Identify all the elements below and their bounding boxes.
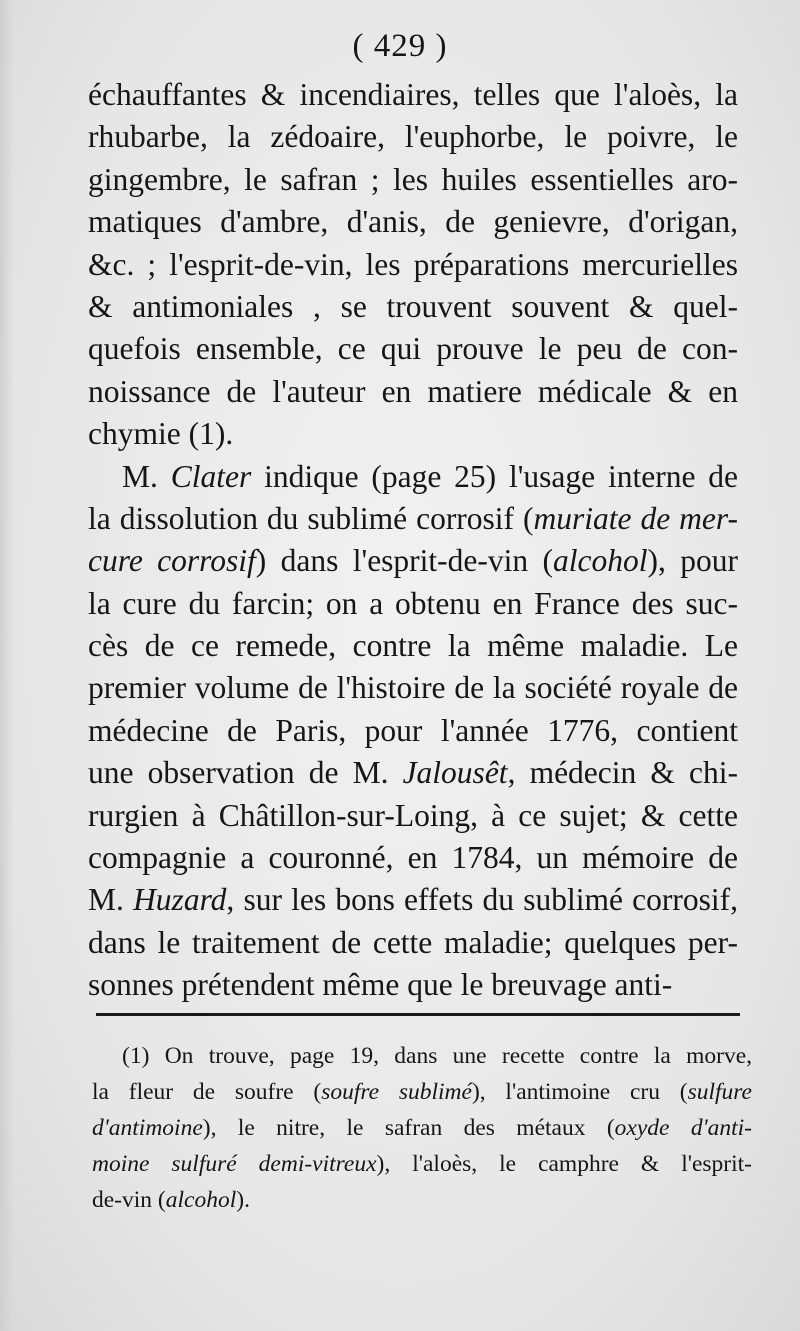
text-line-8: noissance de l'auteur en matiere médicale & en xyxy=(88,373,738,409)
text-line-6: & antimoniales , se trouvent souvent & quel- xyxy=(88,288,738,324)
footnote-line-1: (1) On trouve, page 19, dans une recette contre la morve, xyxy=(122,1043,752,1069)
text-line-12: cure corrosif) dans l'esprit-de-vin (alcohol), pour xyxy=(88,543,738,579)
text-line-20: M. Huzard, sur les bons effets du sublimé corrosif, xyxy=(88,882,738,918)
text-line-18: rurgien à Châtillon-sur-Loing, à ce sujet; & cette xyxy=(88,797,738,833)
text-line-9: chymie (1). xyxy=(88,416,234,452)
text-line-1: échauffantes & incendiaires, telles que l'aloès, la xyxy=(88,77,738,112)
text-line-13: la cure du farcin; on a obtenu en France des suc- xyxy=(88,585,738,621)
text-line-5: &c. ; l'esprit-de-vin, les préparations mercurielles xyxy=(88,246,738,282)
footnote-rule xyxy=(96,1013,740,1016)
text-line-3: gingembre, le safran ; les huiles essentielles aro- xyxy=(88,161,738,197)
text-line-11: la dissolution du sublimé corrosif (muriate de mer- xyxy=(88,500,739,536)
footnote-text xyxy=(92,1038,752,1218)
footnote-line-2: la fleur de soufre (soufre sublimé), l'antimoine cru (sulfure xyxy=(92,1079,752,1105)
footnote-line-5: de-vin (alcohol). xyxy=(92,1187,250,1213)
text-line-4: matiques d'ambre, d'anis, de genievre, d'origan, xyxy=(88,204,738,240)
text-line-16: médecine de Paris, pour l'année 1776, contient xyxy=(88,712,738,748)
footnote-line-3: d'antimoine), le nitre, le safran des métaux (oxyde d'anti- xyxy=(92,1115,752,1141)
text-line-15: premier volume de l'histoire de la société royale de xyxy=(88,670,738,706)
text-line-10: M. Clater indique (page 25) l'usage interne de xyxy=(122,458,738,494)
text-line-14: cès de ce remede, contre la même maladie. Le xyxy=(88,628,738,664)
main-text xyxy=(88,74,738,1007)
text-line-22: sonnes prétendent même que le breuvage anti- xyxy=(88,967,673,1003)
text-line-2: rhubarbe, la zédoaire, l'euphorbe, le poivre, le xyxy=(88,119,738,155)
page-number: ( 429 ) xyxy=(352,28,448,64)
text-line-21: dans le traitement de cette maladie; quelques per- xyxy=(88,924,738,960)
text-line-19: compagnie a couronné, en 1784, un mémoire de xyxy=(88,840,738,876)
text-line-17: une observation de M. Jalousêt, médecin & chi- xyxy=(88,755,738,791)
text-line-7: quefois ensemble, ce qui prouve le peu de con- xyxy=(88,331,738,367)
footnote-line-4: moine sulfuré demi-vitreux), l'aloès, le camphre & l'esprit- xyxy=(92,1151,752,1177)
